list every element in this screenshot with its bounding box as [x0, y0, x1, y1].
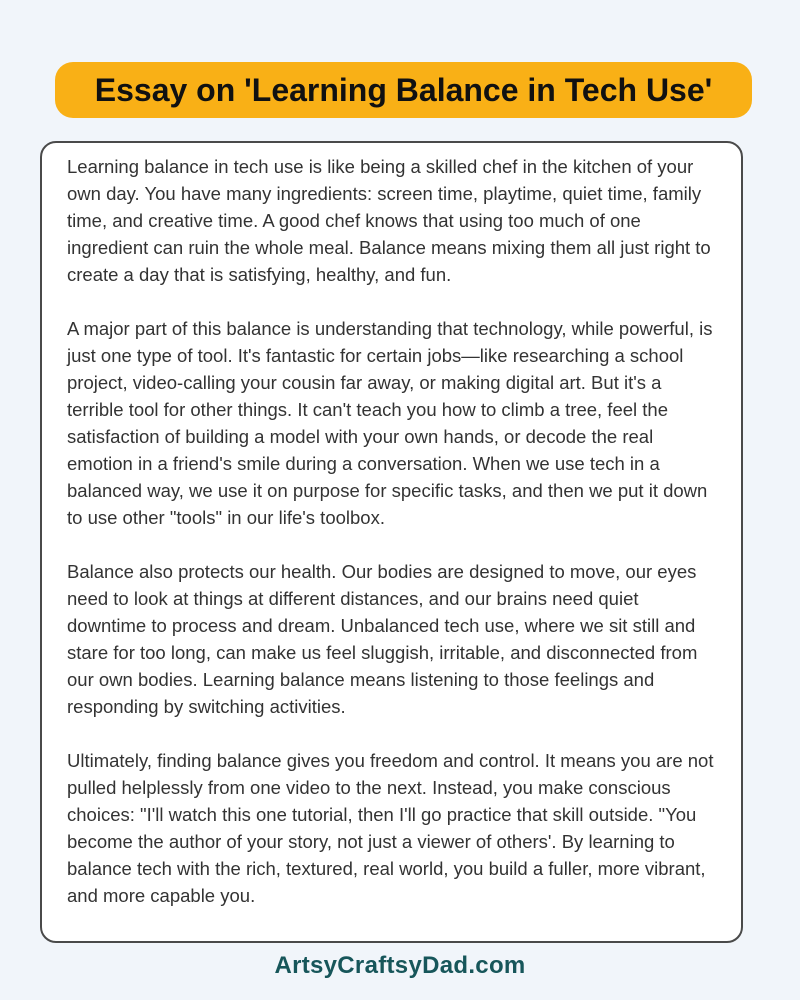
footer-site-name: ArtsyCraftsyDad.com — [274, 952, 526, 979]
essay-paragraph-2: A major part of this balance is understanding that technology, while powerful, is just one type of tool. It's fantastic for certain jobs—like researching a school project, video-calling your cousin far away, or making digital art. But it's a terrible tool for other things. It can't teach you how to climb a tree, feel the satisfaction of building a model with your own hands, or decode the real emotion in a friend's smile during a conversation. When we use tech in a balanced way, we use it on purpose for specific tasks, and then we put it down to use other "tools" in our life's toolbox. — [67, 318, 713, 528]
essay-paragraph-4: Ultimately, finding balance gives you freedom and control. It means you are not pulled helplessly from one video to the next. Instead, you make conscious choices: "I'll watch this one tutorial, then I'll go practice that skill outside. "You become the author of your story, not just a viewer of others'. By learning to balance tech with the rich, textured, real world, you build a fuller, more vibrant, and more capable you. — [67, 750, 714, 906]
essay-paragraph-3: Balance also protects our health. Our bodies are designed to move, our eyes need to look at things at different distances, and our brains need quiet downtime to process and dream. Unbalanced tech use, where we sit still and stare for too long, can make us feel sluggish, irritable, and disconnected from our own bodies. Learning balance means listening to those feelings and responding by switching activities. — [67, 561, 698, 717]
page-title: Essay on 'Learning Balance in Tech Use' — [94, 71, 713, 108]
essay-paragraph-1: Learning balance in tech use is like being a skilled chef in the kitchen of your own day. You have many ingredients: screen time, playtime, quiet time, family time, and creative time. A good chef knows that using too much of one ingredient can ruin the whole meal. Balance means mixing them all just right to create a day that is satisfying, healthy, and fun. — [67, 156, 711, 285]
essay-card — [40, 141, 743, 943]
site-footer — [0, 952, 800, 980]
title-banner — [55, 62, 752, 118]
